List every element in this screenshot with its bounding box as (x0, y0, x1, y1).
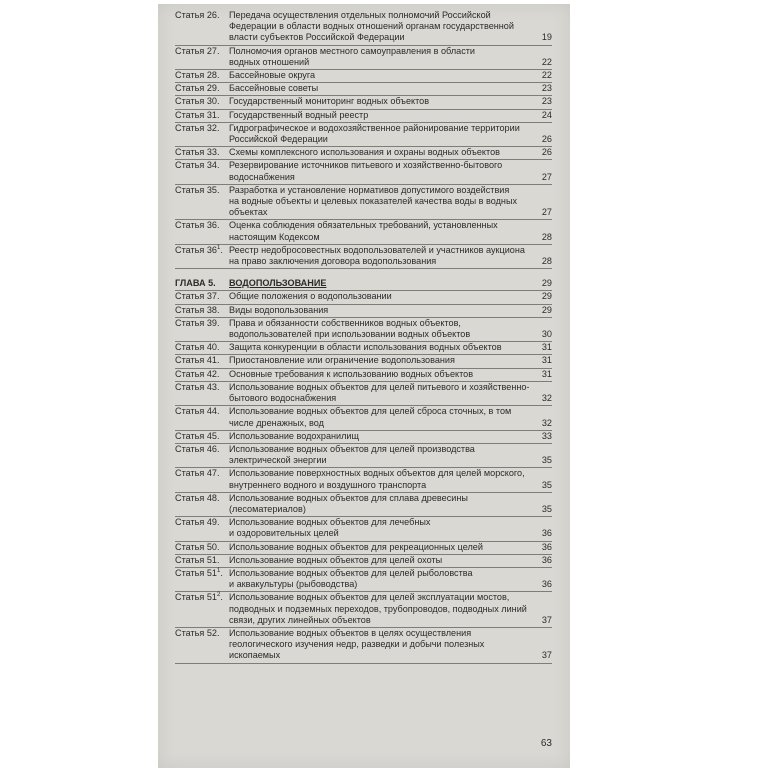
article-title-line: подводных и подземных переходов, трубопроводов, подводных линий (229, 603, 527, 614)
article-title-line: Использование поверхностных водных объектов для целей морского, (229, 468, 525, 479)
article-title-line: (лесоматериалов) (229, 503, 306, 514)
article-title-line: Использование водных объектов для целей рыболовства (229, 567, 473, 578)
toc-entry (175, 123, 552, 147)
entry-page: 31 (541, 368, 552, 379)
article-title-line: Бассейновые советы (229, 83, 319, 94)
entry-page: 26 (541, 134, 552, 145)
toc-entry (175, 305, 552, 318)
article-number: Статья 32. (175, 122, 220, 133)
article-title-line: Использование водных объектов в целях осуществления (229, 627, 472, 638)
toc-entry (175, 444, 552, 468)
toc-entry (175, 147, 552, 160)
article-number: Статья 40. (175, 342, 220, 353)
entry-page: 37 (541, 650, 552, 661)
toc-entry (175, 291, 552, 304)
entry-page: 33 (541, 430, 552, 441)
article-title-line: Защита конкуренции в области использования водных объектов (229, 342, 502, 353)
article-title-line: геологического изучения недр, разведки и добычи полезных (229, 639, 485, 650)
toc-section-2 (175, 291, 552, 663)
article-title-line: Использование водных объектов для целей сброса сточных, в том (229, 406, 512, 417)
entry-page: 22 (541, 70, 552, 81)
entry-page: 32 (541, 417, 552, 428)
article-number: Статья 26. (175, 10, 220, 20)
article-number: Статья 30. (175, 96, 220, 107)
article-title-line: Использование водных объектов для рекреационных целей (229, 541, 483, 552)
entry-page: 36 (541, 528, 552, 539)
article-title-line: водных отношений (229, 56, 310, 67)
article-number: Статья 46. (175, 443, 220, 454)
article-title-line: Виды водопользования (229, 304, 329, 315)
article-number: Статья 43. (175, 381, 220, 392)
article-title-line: Права и обязанности собственников водных объектов, (229, 317, 461, 328)
entry-page: 36 (541, 579, 552, 590)
toc-entry (175, 83, 552, 96)
entry-page: 35 (541, 503, 552, 514)
toc-entry (175, 10, 552, 46)
toc-entry (175, 555, 552, 568)
entry-page: 35 (541, 479, 552, 490)
article-number: Статья 34. (175, 160, 220, 171)
article-title-line: числе дренажных, вод (229, 417, 324, 428)
article-title-line: электрической энергии (229, 455, 327, 466)
article-number: Статья 41. (175, 355, 220, 366)
entry-page: 35 (541, 455, 552, 466)
article-title-line: Бассейновые округа (229, 70, 315, 81)
article-number: Статья $36^1$. (175, 244, 223, 255)
table-of-contents (175, 10, 552, 664)
article-number: Статья 39. (175, 317, 220, 328)
toc-entry (175, 46, 552, 70)
entry-page: 32 (541, 393, 552, 404)
article-number: Статья 33. (175, 147, 220, 158)
toc-entry (175, 542, 552, 555)
article-title-line: Использование водных объектов для целей производства (229, 443, 475, 454)
entry-page: 31 (541, 355, 552, 366)
article-number: Статья 35. (175, 184, 220, 195)
article-number: Статья 38. (175, 304, 220, 315)
article-number: Статья 48. (175, 492, 220, 503)
entry-page: 23 (541, 96, 552, 107)
article-title-line: Схемы комплексного использования и охраны водных объектов (229, 147, 500, 158)
article-title-line: внутреннего водного и воздушного транспорта (229, 479, 427, 490)
article-title-line: и оздоровительных целей (229, 528, 339, 539)
article-number: Статья 49. (175, 517, 220, 528)
article-title-line: Гидрографическое и водохозяйственное районирование территории (229, 122, 520, 133)
article-title-line: Использование водных объектов для сплава древесины (229, 492, 468, 503)
article-title-line: Государственный мониторинг водных объектов (229, 96, 430, 107)
toc-entry (175, 185, 552, 221)
entry-page: 29 (541, 304, 552, 315)
article-title-line: на водные объекты и целевых показателей качества воды в водных (229, 196, 518, 207)
article-number: Статья 29. (175, 83, 220, 94)
chapter-heading (175, 278, 552, 291)
entry-page: 37 (541, 614, 552, 625)
entry-page: 36 (541, 541, 552, 552)
article-title-line: Использование водных объектов для целей охоты (229, 554, 443, 565)
entry-page: 26 (541, 147, 552, 158)
article-title-line: Российской Федерации (229, 134, 328, 145)
article-number: Статья 37. (175, 291, 220, 302)
page-number: 63 (540, 738, 552, 749)
entry-page: 27 (541, 207, 552, 218)
article-number: Статья 42. (175, 368, 220, 379)
article-title-line: бытового водоснабжения (229, 393, 337, 404)
article-title-line: Использование водохранилищ (229, 430, 359, 441)
article-title-line: Приостановление или ограничение водопользования (229, 355, 455, 366)
article-number: Статья 45. (175, 430, 220, 441)
toc-entry (175, 245, 552, 269)
toc-entry (175, 431, 552, 444)
entry-page: 22 (541, 56, 552, 67)
entry-page: 19 (541, 32, 552, 43)
article-title-line: Оценка соблюдения обязательных требований, установленных (229, 220, 498, 231)
toc-entry (175, 628, 552, 664)
article-title-line: Разработка и установление нормативов допустимого воздействия (229, 184, 510, 195)
toc-entry (175, 382, 552, 406)
article-number: Статья 50. (175, 541, 220, 552)
article-title-line: и аквакультуры (рыбоводства) (229, 579, 358, 590)
chapter-page: 29 (541, 278, 552, 289)
toc-entry (175, 342, 552, 355)
entry-page: 23 (541, 83, 552, 94)
article-number: Статья 28. (175, 70, 220, 81)
toc-entry (175, 468, 552, 492)
article-number: Статья $51^2$. (175, 592, 223, 603)
article-title-line: Общие положения о водопользовании (229, 291, 392, 302)
toc-entry (175, 406, 552, 430)
toc-entry (175, 592, 552, 628)
article-title-line: Использование водных объектов для лечебных (229, 517, 431, 528)
toc-entry (175, 355, 552, 368)
article-title-line: Федерации в области водных отношений органам государственной (229, 21, 514, 32)
article-title-line: Использование водных объектов для целей эксплуатации мостов, (229, 592, 510, 603)
toc-entry (175, 160, 552, 184)
article-title-line: Основные требования к использованию водных объектов (229, 368, 474, 379)
entry-page: 28 (541, 231, 552, 242)
toc-entry (175, 318, 552, 342)
chapter-title: ВОДОПОЛЬЗОВАНИЕ (229, 278, 327, 289)
article-title-line: водоснабжения (229, 171, 295, 182)
article-title-line: Передача осуществления отдельных полномочий Российской (229, 10, 491, 20)
article-number: Статья 52. (175, 627, 220, 638)
article-title-line: власти субъектов Российской Федерации (229, 32, 405, 43)
entry-page: 36 (541, 554, 552, 565)
article-title-line: объектах (229, 207, 268, 218)
toc-entry (175, 96, 552, 109)
toc-entry (175, 110, 552, 123)
toc-entry (175, 517, 552, 541)
article-title-line: настоящим Кодексом (229, 231, 320, 242)
entry-page: 24 (541, 109, 552, 120)
article-title-line: Использование водных объектов для целей питьевого и хозяйственно- (229, 381, 530, 392)
entry-page: 27 (541, 171, 552, 182)
toc-entry (175, 369, 552, 382)
article-title-line: на право заключения договора водопользования (229, 256, 437, 267)
toc-entry (175, 493, 552, 517)
toc-entry (175, 568, 552, 592)
article-title-line: Резервирование источников питьевого и хозяйственно-бытового (229, 160, 503, 171)
article-title-line: Полномочия органов местного самоуправления в области (229, 45, 475, 56)
article-number: Статья 47. (175, 468, 220, 479)
article-number: Статья 27. (175, 45, 220, 56)
article-title-line: связи, других линейных объектов (229, 614, 371, 625)
article-number: Статья 36. (175, 220, 220, 231)
entry-page: 28 (541, 256, 552, 267)
chapter-number: ГЛАВА 5. (175, 278, 216, 289)
article-title-line: Реестр недобросовестных водопользователей и участников аукциона (229, 244, 525, 255)
article-number: Статья 51. (175, 554, 220, 565)
toc-section-1 (175, 10, 552, 269)
entry-page: 31 (541, 342, 552, 353)
article-title-line: водопользователей при использовании водных объектов (229, 329, 471, 340)
toc-entry (175, 70, 552, 83)
article-title-line: ископаемых (229, 650, 281, 661)
entry-page: 30 (541, 329, 552, 340)
toc-entry (175, 220, 552, 244)
entry-page: 29 (541, 291, 552, 302)
article-number: Статья 44. (175, 406, 220, 417)
article-title-line: Государственный водный реестр (229, 109, 369, 120)
article-number: Статья 31. (175, 109, 220, 120)
article-number: Статья $51^1$. (175, 567, 223, 578)
